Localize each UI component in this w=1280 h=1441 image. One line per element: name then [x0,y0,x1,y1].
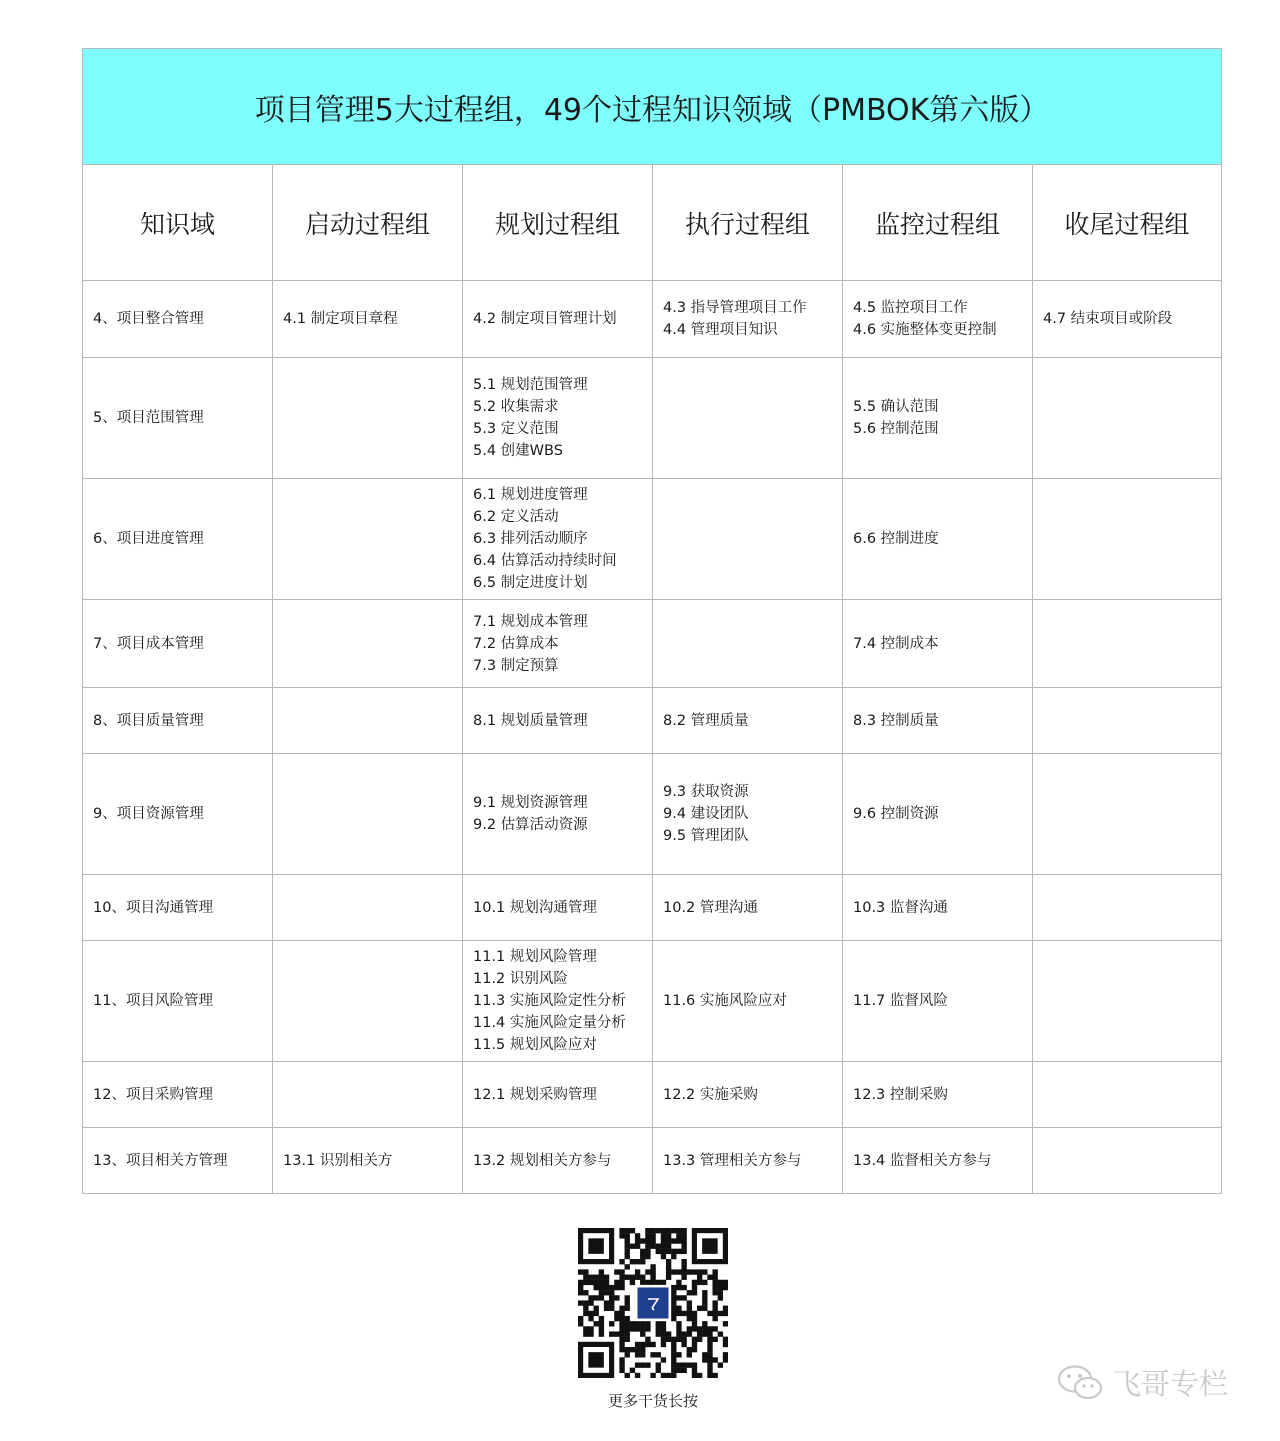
process-cell [273,941,463,1062]
knowledge-area-cell: 9、项目资源管理 [83,754,273,875]
process-cell [463,358,653,479]
process-cell [843,1128,1033,1194]
process-item: 8.3 控制质量 [853,712,939,729]
process-cell [463,688,653,754]
process-item: 13.4 监督相关方参与 [853,1152,992,1169]
process-cell [843,281,1033,358]
process-item: 5.5 确认范围 [853,399,939,415]
process-cell [653,941,843,1062]
process-item: 6.3 排列活动顺序 [473,531,588,547]
process-cell [653,1128,843,1194]
process-cell [653,600,843,688]
process-cell [273,754,463,875]
column-header: 规划过程组 [463,165,653,281]
knowledge-area-cell: 11、项目风险管理 [83,941,273,1062]
process-cell [653,358,843,479]
process-item: 8.1 规划质量管理 [473,712,588,729]
process-item: 6.5 制定进度计划 [473,575,588,591]
process-cell [653,479,843,600]
process-cell [843,600,1033,688]
process-cell [653,688,843,754]
process-item: 13.1 识别相关方 [283,1152,393,1169]
table-row [83,600,1222,688]
process-cell [843,754,1033,875]
qr-code [578,1228,728,1378]
process-cell [463,754,653,875]
process-item: 4.2 制定项目管理计划 [473,311,617,327]
process-cell [1033,479,1222,600]
process-cell [653,1062,843,1128]
knowledge-area-cell: 4、项目整合管理 [83,281,273,358]
process-item: 12.3 控制采购 [853,1086,948,1103]
process-cell [843,688,1033,754]
process-item: 10.3 监督沟通 [853,899,948,916]
table-row [83,358,1222,479]
process-item: 7.3 制定预算 [473,657,559,674]
process-cell [463,281,653,358]
process-item: 11.7 监督风险 [853,993,948,1009]
process-item: 9.3 获取资源 [663,784,749,800]
table-row [83,688,1222,754]
column-header: 知识域 [83,165,273,281]
process-item: 7.2 估算成本 [473,635,559,652]
process-item: 6.1 规划进度管理 [473,487,588,503]
process-cell [1033,1062,1222,1128]
table-row [83,479,1222,600]
process-item: 5.1 规划范围管理 [473,377,588,393]
process-item: 9.2 估算活动资源 [473,817,588,833]
process-cell [463,875,653,941]
process-item: 11.5 规划风险应对 [473,1037,597,1053]
wechat-icon [1056,1363,1106,1403]
process-item: 11.1 规划风险管理 [473,949,597,965]
process-cell [1033,875,1222,941]
process-item: 4.1 制定项目章程 [283,311,398,327]
process-item: 5.3 定义范围 [473,421,559,437]
table-row [83,754,1222,875]
knowledge-area-cell: 6、项目进度管理 [83,479,273,600]
process-cell [273,688,463,754]
process-item: 8.2 管理质量 [663,712,749,729]
watermark [1056,1362,1228,1403]
process-cell [1033,688,1222,754]
process-item: 12.2 实施采购 [663,1086,758,1103]
process-item: 4.6 实施整体变更控制 [853,322,997,338]
process-item: 7.4 控制成本 [853,635,939,652]
process-item: 11.6 实施风险应对 [663,993,787,1009]
process-item: 11.4 实施风险定量分析 [473,1015,626,1031]
process-item: 5.4 创建WBS [473,443,563,459]
process-item: 9.6 控制资源 [853,806,939,822]
process-cell [653,875,843,941]
process-cell [1033,281,1222,358]
watermark-text: 飞哥专栏 [1112,1367,1229,1401]
process-item: 6.4 估算活动持续时间 [473,553,617,569]
process-item: 5.6 控制范围 [853,421,939,437]
process-cell [273,1128,463,1194]
knowledge-area-cell: 7、项目成本管理 [83,600,273,688]
process-cell [463,941,653,1062]
process-item: 11.3 实施风险定性分析 [473,993,626,1009]
column-header: 执行过程组 [653,165,843,281]
qr-caption: 更多干货长按 [607,1392,698,1410]
process-item: 13.2 规划相关方参与 [473,1152,612,1169]
process-cell [843,358,1033,479]
process-cell [273,875,463,941]
process-item: 5.2 收集需求 [473,399,559,415]
process-item: 6.2 定义活动 [473,509,559,525]
process-cell [273,281,463,358]
process-cell [1033,1128,1222,1194]
pmbok-process-table [82,48,1222,1194]
process-cell [463,600,653,688]
process-item: 9.5 管理团队 [663,828,749,844]
process-cell [1033,600,1222,688]
process-item: 4.3 指导管理项目工作 [663,300,807,316]
process-cell [653,754,843,875]
process-cell [273,600,463,688]
process-cell [843,875,1033,941]
process-cell [843,1062,1033,1128]
process-cell [273,479,463,600]
process-item: 10.1 规划沟通管理 [473,899,597,916]
process-cell [843,479,1033,600]
process-item: 4.4 管理项目知识 [663,322,778,338]
column-header: 启动过程组 [273,165,463,281]
knowledge-area-cell: 5、项目范围管理 [83,358,273,479]
knowledge-area-cell: 13、项目相关方管理 [83,1128,273,1194]
header-row [83,165,1222,281]
column-header: 监控过程组 [843,165,1033,281]
knowledge-area-cell: 10、项目沟通管理 [83,875,273,941]
process-item: 4.5 监控项目工作 [853,300,968,316]
knowledge-area-cell: 8、项目质量管理 [83,688,273,754]
process-item: 12.1 规划采购管理 [473,1086,597,1103]
table-title: 项目管理5大过程组，49个过程知识领域（PMBOK第六版） [83,49,1222,165]
process-cell [463,1062,653,1128]
process-cell [1033,941,1222,1062]
process-cell [1033,358,1222,479]
process-cell [273,1062,463,1128]
process-cell [463,1128,653,1194]
process-cell [463,479,653,600]
process-item: 11.2 识别风险 [473,971,568,987]
process-item: 4.7 结束项目或阶段 [1043,311,1173,327]
column-header: 收尾过程组 [1033,165,1222,281]
knowledge-area-cell: 12、项目采购管理 [83,1062,273,1128]
table-row [83,281,1222,358]
process-item: 7.1 规划成本管理 [473,613,588,630]
process-cell [273,358,463,479]
pmbok-table-wrap [82,48,1221,1194]
table-row [83,1128,1222,1194]
process-cell [653,281,843,358]
process-item: 9.4 建设团队 [663,806,749,822]
table-row [83,1062,1222,1128]
process-item: 10.2 管理沟通 [663,899,758,916]
process-item: 6.6 控制进度 [853,531,939,547]
table-row [83,941,1222,1062]
process-item: 9.1 规划资源管理 [473,795,588,811]
process-cell [843,941,1033,1062]
process-cell [1033,754,1222,875]
table-row [83,875,1222,941]
process-item: 13.3 管理相关方参与 [663,1152,802,1169]
